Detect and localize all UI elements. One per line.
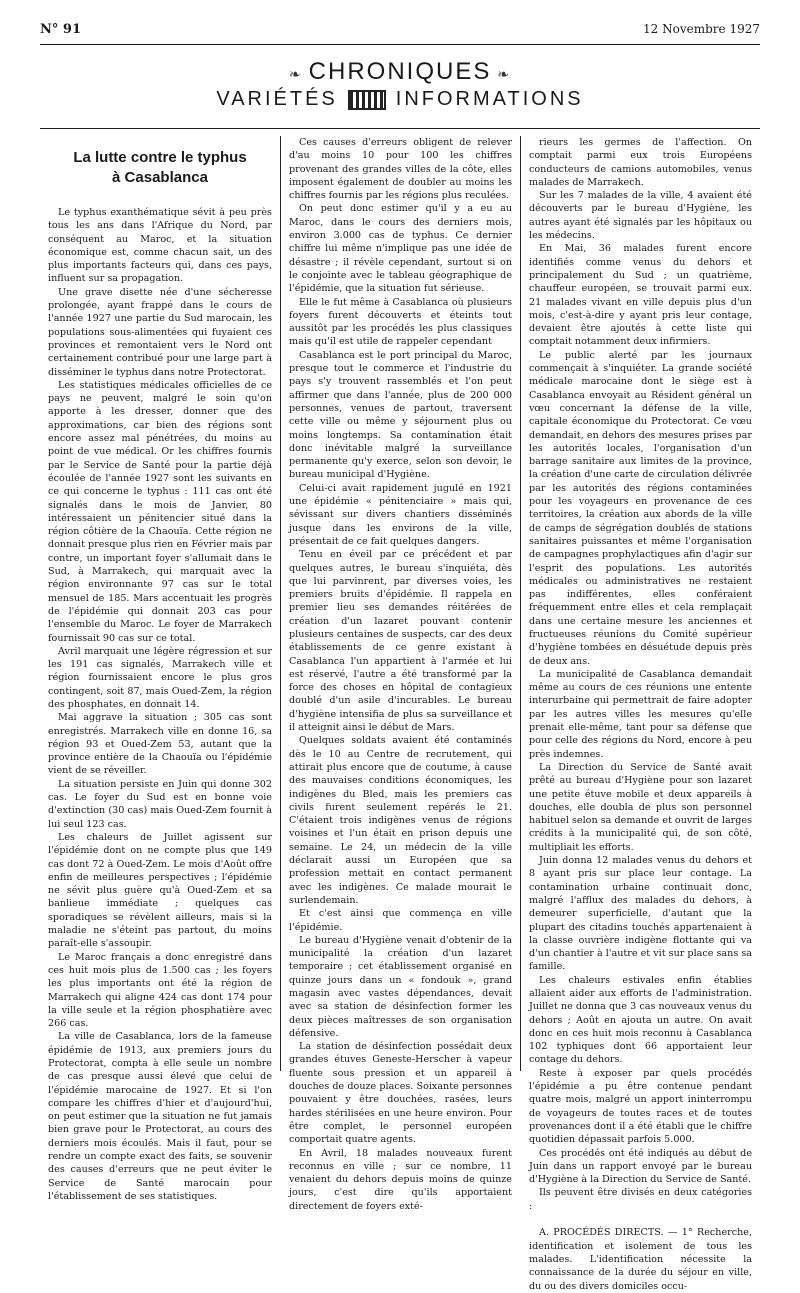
article-columns bbox=[40, 136, 760, 1292]
masthead bbox=[150, 58, 650, 111]
paragraph: Sur les 7 malades de la ville, 4 avaient été découverts par le bureau d'Hygiène, les autres ayant été signalés par les hôpitaux ou les médecins. bbox=[529, 190, 752, 242]
paragraph: La ville de Casablanca, lors de la fameuse épidémie de 1913, aux premiers jours du Protectorat, compta à elle seule un nombre de cas presque aussi élevé que celui de l'épidémie marocaine de 1927. Et si l'on compare les chiffres d'hier et d'aujourd'hui, on peut estimer que la situation ne fut jamais bien grave pour le Protectorat, au cours des derniers mois écoulés. Mais il faut, pour se rendre un compte exact des faits, se souvenir des causes d'erreurs que ne peut éviter le Service de Santé marocain pour l'établissement de ses statistiques. bbox=[48, 1031, 272, 1202]
masthead-title: CHRONIQUES bbox=[308, 58, 492, 85]
paragraph: Les chaleurs estivales enfin établies allaient aider aux efforts de l'administration. Juillet ne donna que 3 cas nouveaux venus du dehors ; Août en ajouta un autre. On avait donc en ces huit mois reconnu à Casablanca 102 typhiques dont 66 apportaient leur contage du dehors. bbox=[529, 974, 752, 1066]
issue-date: 12 Novembre 1927 bbox=[643, 22, 760, 36]
paragraph: Casablanca est le port principal du Maroc, presque tout le commerce et l'industrie du pays s'y trouvent rassemblés et l'on peut affirmer que dans l'année, plus de 200 000 personnes, venues de partout, traversent cette ville ou même y séjournent plus ou moins longtemps. Sa contamination était donc inévitable malgré la surveillance permanente qu'y exerce, selon son devoir, le bureau municipal d'Hygiène. bbox=[289, 349, 512, 481]
paragraph: Quelques soldats avaient été contaminés dès le 10 au Centre de recrutement, qui attirait plus encore que de coutume, à cause des mauvaises conditions économiques, les indigènes du Bled, mais les premiers cas civils furent seulement repérés le 21. C'étaient trois indigènes venus de régions voisines et l'un était en prison depuis une semaine. Le 24, un médecin de la ville déclarait aussi un Européen que sa profession mettait en contact permanent avec les indigènes. Ce malade mourait le surlendemain. bbox=[289, 735, 512, 906]
paragraph: Mai aggrave la situation ; 305 cas sont enregistrés. Marrakech ville en donne 16, sa région 93 et Oued-Zem 53, autant que la province entière de la Chaouïa ou l'épidémie vient de se réveiller. bbox=[48, 712, 272, 777]
paragraph: Ces causes d'erreurs obligent de relever d'au moins 10 pour 100 les chiffres provenant des grandes villes de la côte, elles imposent également de doubler au moins les chiffres fournis par les régions plus reculées. bbox=[289, 137, 512, 202]
paragraph: En Mai, 36 malades furent encore identifiés comme venus du dehors et principalement du Sud ; un quatrième, chauffeur européen, se trouvait parmi eux. 21 malades vivant en ville depuis plus d'un mois, c'est-à-dire y ayant pris leur contage, devaient être ajoutés à cette liste qui comptait notamment deux infirmiers. bbox=[529, 243, 752, 348]
paragraph: A. PROCÉDÉS DIRECTS. — 1° Recherche, identification et isolement de tous les malades. L'identification nécessite la connaissance de la durée du séjour en ville, du ou des divers domiciles occu- bbox=[529, 1227, 752, 1292]
paragraph: La municipalité de Casablanca demandait même au cours de ces réunions une entente interurbaine qui permettrait de faire adopter par les autres villes les mesures qu'elle prenait elle-même, tant pour sa défense que pour celle des régions du Nord, encore à peu près indemnes. bbox=[529, 668, 752, 760]
paragraph: La station de désinfection possédait deux grandes étuves Geneste-Herscher à vapeur fluente sous pression et un appareil à douches de douze places. Soixante personnes pouvaient y être douchées, rasées, leurs hardes stérilisées en une heure environ. Pour être complet, le personnel européen comportait quatre agents. bbox=[289, 1041, 512, 1146]
paragraph: La situation persiste en Juin qui donne 302 cas. Le foyer du Sud est en bonne voie d'extinction (30 cas) mais Oued-Zem fournit à lui seul 123 cas. bbox=[48, 778, 272, 830]
paragraph: Le public alerté par les journaux commençait à s'inquiéter. La grande société médicale marocaine dont le siège est à Casablanca envoyait au Résident général un vœu concernant la défense de la ville, capitale économique du Protectorat. Ce vœu demandait, en dehors des mesures prises par les autorités locales, l'organisation d'un barrage sanitaire aux limites de la province, la création d'une carte de circulation délivrée par les autorités des régions contaminées pour les voyageurs en provenance de ces territoires, la création aux abords de la ville de camps de ségrégation doublés de stations sanitaires puissantes et même l'organisation de campagnes prophylactiques afin d'agir sur l'esprit des populations. Les autorités médicales ou administratives ne restaient pas indifférentes, elles conféraient fréquemment entre elles et cela remplaçait dans une certaine mesure les anciennes et fructueuses réunions du Comité supérieur d'hygiène tombées en désuétude depuis près de deux ans. bbox=[529, 349, 752, 667]
paragraph: Celui-ci avait rapidement jugulé en 1921 une épidémie « pénitenciaire » mais qui, sévissant sur divers chantiers disséminés jusque dans les environs de la ville, présentait de ce fait quelques dangers. bbox=[289, 482, 512, 547]
paragraph-spacer bbox=[529, 1213, 752, 1226]
masthead-rule bbox=[40, 128, 760, 129]
paragraph: Ces procédés ont été indiqués au début de Juin dans un rapport envoyé par le bureau d'Hygiène à la Direction du Service de Santé. bbox=[529, 1147, 752, 1186]
article-title-line-2: à Casablanca bbox=[112, 169, 208, 186]
paragraph: Le Maroc français a donc enregistré dans ces huit mois plus de 1.500 cas ; les foyers les plus importants ont été la région de Marrakech qui aligne 424 cas dont 174 pour la ville seule et la région phosphatière avec 266 cas. bbox=[48, 951, 272, 1030]
paragraph: La Direction du Service de Santé avait prêté au bureau d'Hygiène pour son lazaret une petite étuve mobile et deux appareils à douches, elle doubla de plus son personnel habituel selon sa demande et ouvrit de larges crédits à la municipalité qui, de son côté, multipliait les efforts. bbox=[529, 761, 752, 853]
paragraph: Le bureau d'Hygiène venait d'obtenir de la municipalité la création d'un lazaret temporaire ; cet établissement organisé en quinze jours dans un « fondouk », grand magasin avec vastes dépendances, devait avec sa station de désinfection former les deux pièces maîtresses de son organisation défensive. bbox=[289, 934, 512, 1039]
masthead-varietes: VARIÉTÉS bbox=[216, 88, 338, 110]
paragraph: rieurs les germes de l'affection. On comptait parmi eux trois Européens conducteurs de camions automobiles, venus malades de Marrakech. bbox=[529, 137, 752, 188]
ornament-icon bbox=[348, 90, 386, 110]
paragraph: Le typhus exanthématique sévit à peu près tous les ans dans l'Afrique du Nord, par conséquent au Maroc, et la situation économique est, comme chacun sait, un des plus importants facteurs qui, dans ces pays, influent sur sa propagation. bbox=[48, 207, 272, 285]
masthead-line-1 bbox=[150, 58, 650, 86]
paragraph: Une grave disette née d'une sécheresse prolongée, ayant frappé dans le cours de l'année 1927 une partie du Sud marocain, les populations sous-alimentées qui fuyaient ces provinces et remontaient vers le Nord ont certainement contribué pour une large part à disséminer le typhus dans notre Protectorat. bbox=[48, 286, 272, 378]
column-1 bbox=[40, 136, 280, 1202]
paragraph: En Avril, 18 malades nouveaux furent reconnus en ville ; sur ce nombre, 11 venaient du dehors depuis moins de quinze jours, c'est dire qu'ils apportaient directement de foyers exté- bbox=[289, 1147, 512, 1212]
paragraph: Avril marquait une légère régression et sur les 191 cas signalés, Marrakech ville et région fournissaient encore le plus gros contingent, soit 87, mais Oued-Zem, la région des phosphates, en donnait 14. bbox=[48, 645, 272, 710]
issue-number: N° 91 bbox=[40, 22, 81, 37]
column-2 bbox=[280, 136, 520, 1212]
paragraph: Ils peuvent être divisés en deux catégories : bbox=[529, 1187, 752, 1212]
article-title bbox=[48, 148, 272, 188]
header-rule bbox=[40, 44, 760, 45]
paragraph: Les statistiques médicales officielles de ce pays ne peuvent, malgré le soin qu'on apporte à les dresser, donner que des approximations, car bien des régions sont encore assez mal pénétrées, du moins au point de vue médical. Or les chiffres fournis par le Service de Santé pour la partie déjà écoulée de l'année 1927 sont les suivants en ce qui concerne le typhus : 111 cas ont été signalés dans le mois de Janvier, 80 intéressaient un pénitencier situé dans la région côtière de la Chaouïa. Cette région ne donnait presque plus rien en Février mais par contre, un important foyer s'allumait dans le Sud, à Marrakech, qui marquait avec la région environnante 97 cas sur le total mensuel de 185. Mars accentuait les progrès de l'épidémie qui donnait 203 cas pour l'ensemble du Maroc. Le foyer de Marrakech fournissait 90 cas sur ce total. bbox=[48, 379, 272, 644]
paragraph: On peut donc estimer qu'il y a eu au Maroc, dans le cours des derniers mois, environ 3.000 cas de typhus. Ce dernier chiffre lui même n'implique pas une idée de désastre ; il révèle cependant, surtout si on le conjointe avec le tableau géographique de l'épidémie, que la situation fut sérieuse. bbox=[289, 203, 512, 295]
paragraph: Elle le fut même à Casablanca où plusieurs foyers furent découverts et éteints tout aussitôt par les procédés les plus classiques mais qu'il est utile de rappeler cependant bbox=[289, 296, 512, 348]
paragraph: Reste à exposer par quels procédés l'épidémie a pu être contenue pendant quatre mois, malgré un apport ininterrompu de voyageurs de toutes races et de toutes provenances dont il a été établi que le chiffre quotidien dépassait parfois 5.000. bbox=[529, 1067, 752, 1146]
paragraph: Tenu en éveil par ce précédent et par quelques autres, le bureau s'inquiéta, dès que lui parvinrent, par diverses voies, les premiers bruits d'épidémie. Il rappela en premier lieu ses demandes réitérées de création d'un lazaret pouvant contenir plusieurs centaines de suspects, car des deux établissements de ce genre existant à Casablanca l'un appartient à l'armée et lui est réservé, l'autre a été transformé par la force des choses en hôpital de contagieux doublé d'un asile d'incurables. Le bureau d'hygiène intensifia de plus sa surveillance et il atteignit ainsi le début de Mars. bbox=[289, 549, 512, 734]
masthead-informations: INFORMATIONS bbox=[395, 88, 584, 110]
running-header bbox=[40, 22, 760, 42]
paragraph: Juin donna 12 malades venus du dehors et 8 ayant pris sur place leur contage. La contamination urbaine continuait donc, malgré l'afflux des malades du dehors, à demeurer superficielle, d'autant que la plupart des citadins touchés appartenaient à la classe ouvrière indigène flottante qui va d'un chantier à l'autre et vit sur place sans sa famille. bbox=[529, 855, 752, 973]
paragraph: Et c'est ainsi que commença en ville l'épidémie. bbox=[289, 908, 512, 933]
article-title-line-1: La lutte contre le typhus bbox=[73, 149, 247, 166]
sprig-ornament-right: ❧ bbox=[491, 66, 511, 82]
column-3 bbox=[520, 136, 760, 1292]
masthead-line-2 bbox=[150, 88, 650, 111]
sprig-ornament-left: ❧ bbox=[289, 66, 309, 82]
paragraph: Les chaleurs de Juillet agissent sur l'épidémie dont on ne compte plus que 149 cas dont 72 à Oued-Zem. Le mois d'Août offre enfin de meilleures perspectives ; l'épidémie ne sévit plus guère qu'à Oued-Zem et sa banlieue immédiate ; quelques cas sporadiques se révèlent ailleurs, mais si la maladie ne s'éteint pas partout, du moins paraît-elle s'assoupir. bbox=[48, 831, 272, 950]
